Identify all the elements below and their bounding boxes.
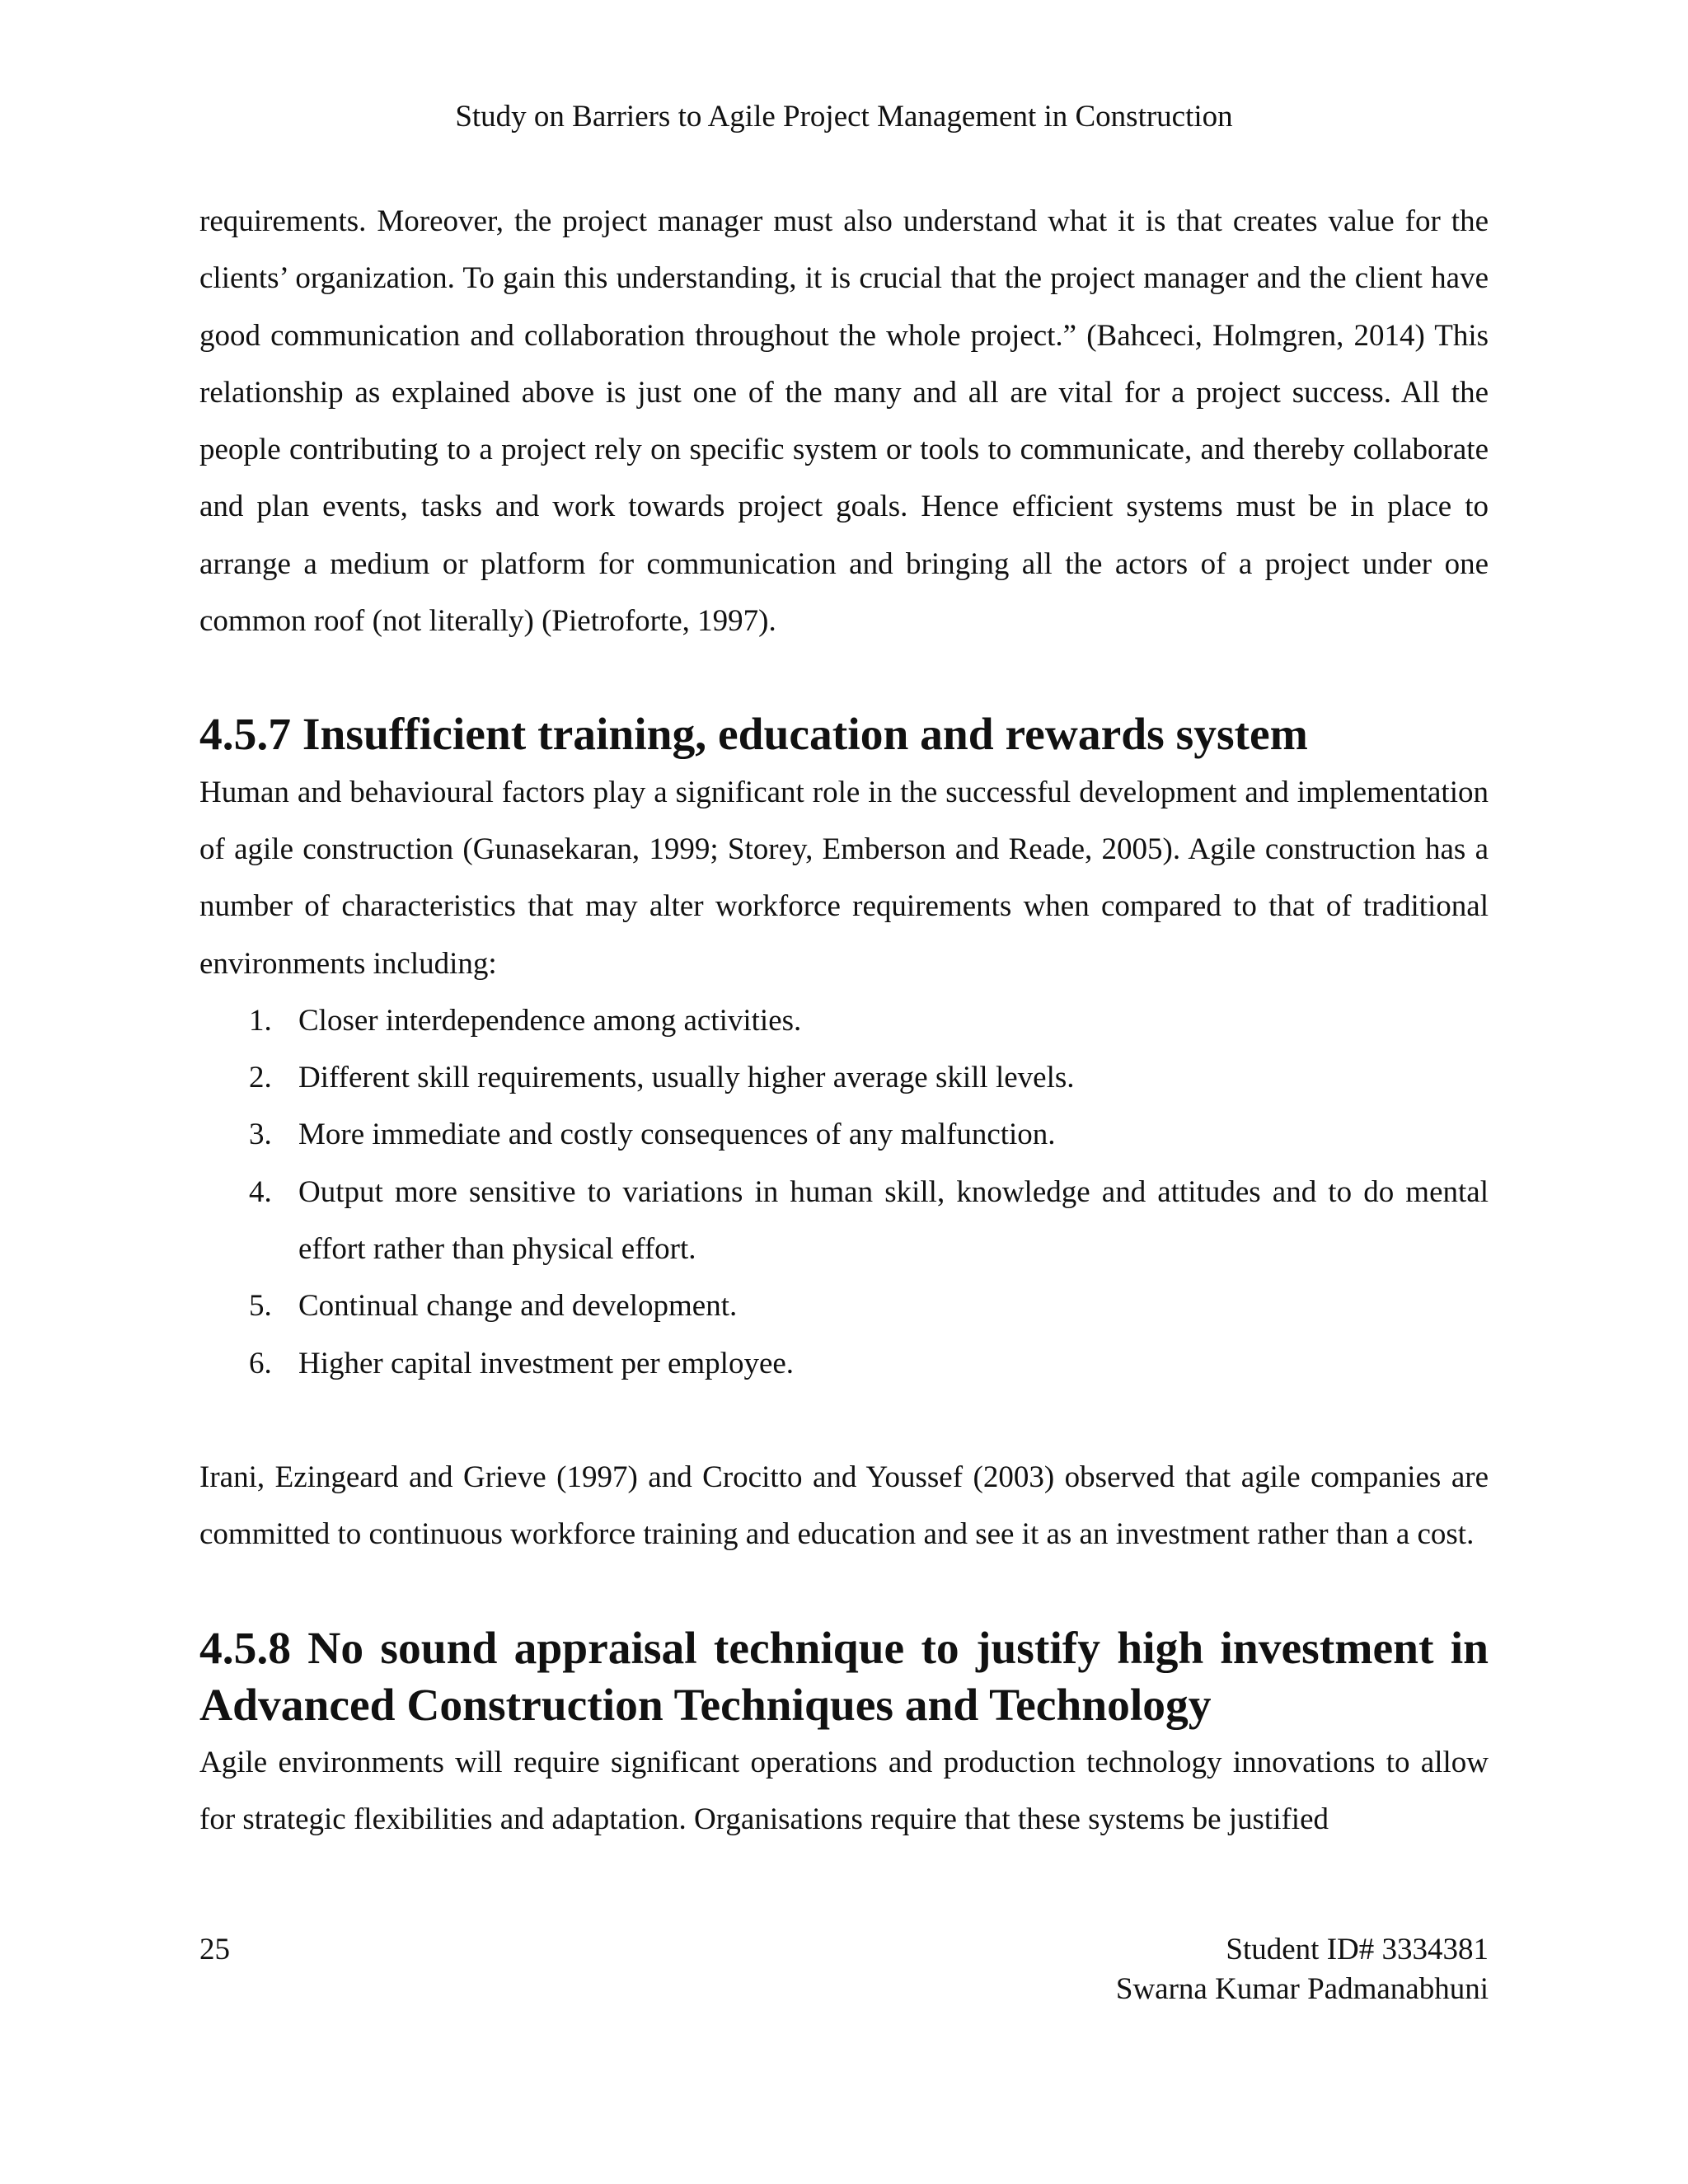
section-4-5-7-paragraph: Human and behavioural factors play a significant role in the successful development and implementation of agile construction (Gunasekaran, 1999; Storey, Emberson and Reade, 2005). Agile construction has a number of characteristics that may alter workforce requirements when compared to that of traditional environments including:: [199, 775, 1489, 981]
list-item-number: 6.: [249, 1346, 272, 1380]
list-item: [199, 1049, 1489, 1106]
student-id: Student ID# 3334381: [1226, 1933, 1489, 1966]
list-item: [199, 992, 1489, 1049]
footer-author-block: [1116, 1930, 1489, 2009]
author-name: Swarna Kumar Padmanabhuni: [1115, 1972, 1489, 2006]
list-item: [199, 1277, 1489, 1334]
list-item-text: Output more sensitive to variations in human skill, knowledge and attitudes and to do mental effort rather than physical effort.: [298, 1174, 1489, 1267]
list-item-number: 5.: [249, 1289, 272, 1324]
section-4-5-7-closing-paragraph: Irani, Ezingeard and Grieve (1997) and Crocitto and Youssef (2003) observed that agile companies are committed to continuous workforce training and education and see it as an investment rather than a cost.: [199, 1460, 1489, 1552]
running-header: Study on Barriers to Agile Project Management in Construction: [455, 100, 1233, 134]
list-item-number: 1.: [249, 1003, 272, 1038]
list-item-text: Different skill requirements, usually higher average skill levels.: [298, 1061, 1075, 1095]
section-4-5-8-paragraph: Agile environments will require significant operations and production technology innovations to allow for strategic flexibilities and adaptation. Organisations require that these systems be justified: [199, 1746, 1489, 1837]
characteristics-list: [199, 992, 1489, 1392]
list-item-text: Continual change and development.: [298, 1289, 738, 1324]
list-item: [199, 1106, 1489, 1163]
list-item-number: 4.: [249, 1174, 272, 1209]
list-item-text: More immediate and costly consequences of any malfunction.: [298, 1118, 1056, 1152]
list-item-text: Closer interdependence among activities.: [298, 1003, 802, 1038]
section-heading-4-5-7: 4.5.7 Insufficient training, education and rewards system: [199, 710, 1308, 761]
page-content: [199, 193, 1489, 1849]
page-number: 25: [199, 1933, 230, 1966]
section-heading-4-5-8: 4.5.8 No sound appraisal technique to justify high investment in Advanced Construction Techniques and Technology: [199, 1623, 1489, 1731]
list-item-number: 3.: [249, 1118, 272, 1152]
list-item: [199, 1335, 1489, 1392]
list-item: [199, 1164, 1489, 1278]
intro-paragraph: requirements. Moreover, the project manager must also understand what it is that creates value for the clients’ organization. To gain this understanding, it is crucial that the project manager and the client have good communication and collaboration throughout the whole project.” (Bahceci, Holmgren, 2014) This relationship as explained above is just one of the many and all are vital for a project success. All the people contributing to a project rely on specific system or tools to communicate, and thereby collaborate and plan events, tasks and work towards project goals. Hence efficient systems must be in place to arrange a medium or platform for communication and bringing all the actors of a project under one common roof (not literally) (Pietroforte, 1997).: [199, 204, 1489, 639]
list-item-text: Higher capital investment per employee.: [298, 1346, 795, 1380]
list-item-number: 2.: [249, 1061, 272, 1095]
